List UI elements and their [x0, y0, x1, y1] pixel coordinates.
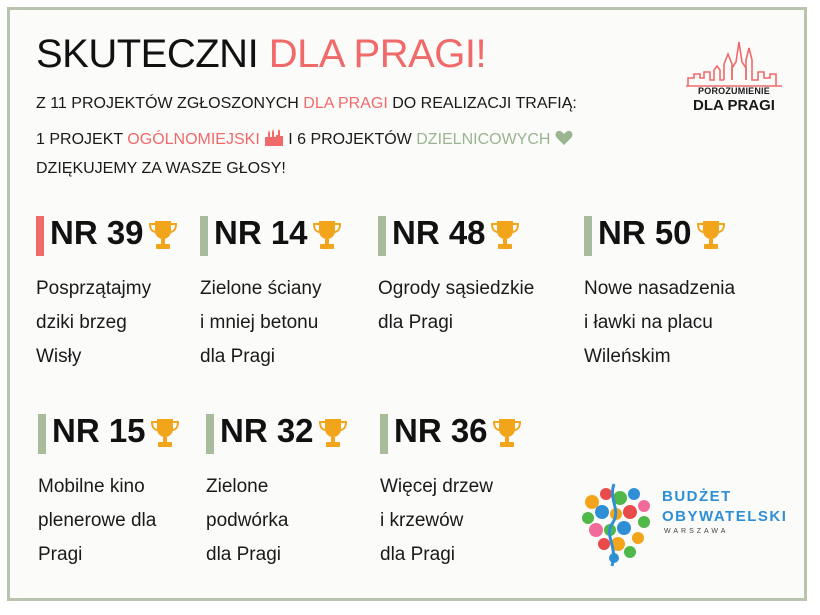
trophy-icon — [490, 219, 520, 251]
trophy-icon — [492, 417, 522, 449]
project-number — [52, 412, 180, 450]
project-number-row — [378, 212, 534, 258]
project-number-text: NR 36 — [394, 412, 488, 449]
intro-text: I 6 PROJEKTÓW — [283, 131, 417, 148]
skyline-icon — [684, 40, 784, 88]
intro-highlight: DZIELNICOWYCH — [416, 131, 551, 148]
intro-text: Z 11 PROJEKTÓW ZGŁOSZONYCH — [36, 95, 304, 112]
category-bar — [206, 414, 214, 454]
category-bar — [200, 216, 208, 256]
project-card — [200, 212, 321, 374]
project-description: Posprzątajmy dziki brzeg Wisły — [36, 278, 152, 367]
category-bar — [378, 216, 386, 256]
intro-line-3: DZIĘKUJEMY ZA WASZE GŁOSY! — [36, 160, 286, 177]
project-number — [214, 214, 342, 252]
category-bar — [36, 216, 44, 256]
intro-text: 1 PROJEKT — [36, 131, 128, 148]
page-title — [36, 32, 486, 77]
project-description: Zielone ściany i mniej betonu dla Pragi — [200, 278, 322, 367]
logo-line-2: DLA PRAGI — [693, 97, 775, 114]
project-description: Nowe nasadzenia i ławki na placu Wileńskim — [584, 278, 736, 367]
trophy-icon — [150, 417, 180, 449]
project-number-text: NR 14 — [214, 214, 308, 251]
project-number — [392, 214, 520, 252]
porozumienie-dla-pragi-logo — [684, 40, 784, 120]
intro-line-1 — [36, 95, 577, 113]
intro-highlight: DLA PRAGI — [303, 95, 388, 112]
project-number-row — [38, 410, 156, 456]
project-number-text: NR 39 — [50, 214, 144, 251]
bo-line-3: WARSZAWA — [664, 528, 729, 535]
project-number — [394, 412, 522, 450]
project-number — [598, 214, 726, 252]
bo-line-1: BUDŻET — [662, 488, 732, 505]
project-description: Więcej drzew i krzewów dla Pragi — [380, 476, 493, 565]
project-number — [220, 412, 348, 450]
project-description: Mobilne kino plenerowe dla Pragi — [38, 476, 157, 565]
project-card — [380, 410, 493, 572]
project-card — [584, 212, 735, 374]
category-bar — [380, 414, 388, 454]
project-card — [378, 212, 534, 340]
trophy-icon — [318, 417, 348, 449]
intro-highlight: OGÓLNOMIEJSKI — [127, 131, 260, 148]
project-number-text: NR 50 — [598, 214, 692, 251]
project-card — [206, 410, 314, 572]
project-number-row — [584, 212, 735, 258]
project-number-row — [206, 410, 314, 456]
logo-line-1: POROZUMIENIE — [698, 86, 770, 96]
project-card — [36, 212, 151, 374]
intro-line-2 — [36, 128, 573, 149]
bo-line-2: OBYWATELSKI — [662, 508, 788, 525]
project-number-row — [380, 410, 493, 456]
city-icon — [264, 128, 284, 146]
project-card — [38, 410, 156, 572]
project-number-row — [36, 212, 151, 258]
intro-text: DO REALIZACJI TRAFIĄ: — [387, 95, 577, 112]
budzet-obywatelski-logo — [578, 480, 798, 570]
gears-map-icon — [578, 480, 658, 570]
project-description: Ogrody sąsiedzkie dla Pragi — [378, 278, 535, 333]
project-number — [50, 214, 178, 252]
trophy-icon — [312, 219, 342, 251]
title-part-2: DLA PRAGI! — [268, 32, 487, 76]
category-bar — [584, 216, 592, 256]
project-description: Zielone podwórka dla Pragi — [206, 476, 289, 565]
title-part-1: SKUTECZNI — [36, 32, 269, 76]
trophy-icon — [148, 219, 178, 251]
category-bar — [38, 414, 46, 454]
project-number-text: NR 48 — [392, 214, 486, 251]
project-number-row — [200, 212, 321, 258]
heart-icon — [555, 130, 573, 146]
project-number-text: NR 15 — [52, 412, 146, 449]
trophy-icon — [696, 219, 726, 251]
project-number-text: NR 32 — [220, 412, 314, 449]
